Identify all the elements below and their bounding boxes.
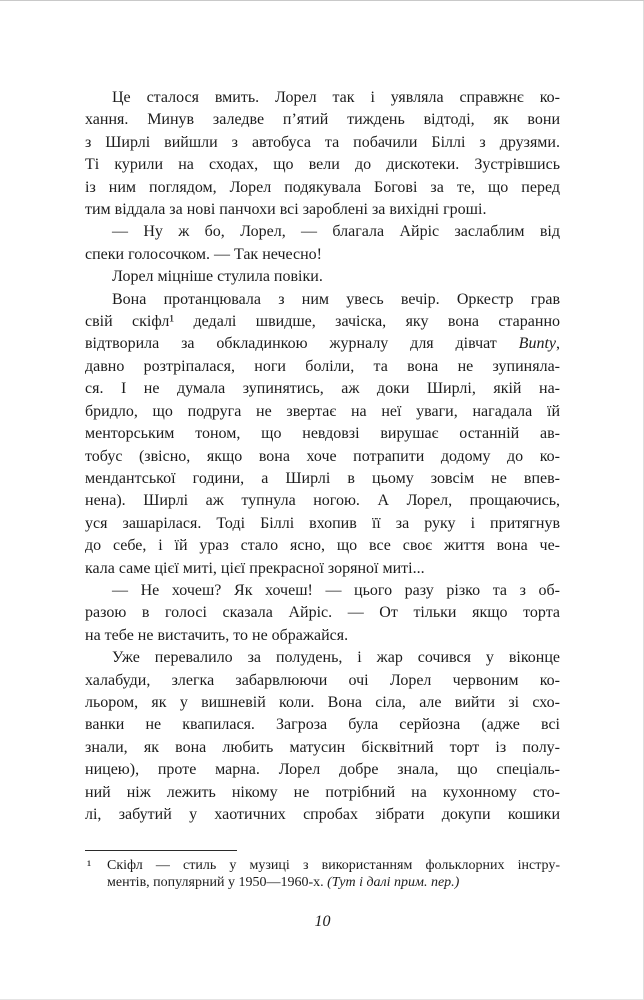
- text-line: тим віддала за нові панчохи всі зароблені за вихідні гроші.: [85, 201, 487, 219]
- text-line: менторським тоном, що невдовзі вирушає останній ав-: [85, 425, 560, 443]
- text-run: відтворила за обкладинкою журналу для дівчат: [85, 335, 519, 353]
- text-line: кала саме цієї миті, цієї прекрасної зоряної миті...: [85, 559, 425, 577]
- text-line: разою в голосі сказала Айріс. — От тільки якщо торта: [85, 604, 560, 622]
- text-line: льором, як у вишневій коли. Вона сіла, але вийти зі схо-: [85, 693, 560, 711]
- text-line: Ті курили на сходах, що вели до дискотеки. Зустрівшись: [85, 156, 560, 174]
- footnote-text: ментів, популярний у 1950—1960-х.: [107, 874, 328, 890]
- text-line: Це сталося вмить. Лорел так і уявляла справжнє ко-: [112, 89, 560, 106]
- footnote-line: [107, 875, 560, 892]
- text-line: з Ширлі вийшли з автобуса та побачили Біллі з друзями.: [85, 133, 560, 151]
- text-line: хання. Минув заледве п’ятий тиждень відтоді, як вони: [85, 111, 560, 129]
- footnote-line: Скіфл — стиль у музиці з використанням фольклорних інстру-: [107, 858, 560, 873]
- paragraph-5-dialogue: [85, 580, 560, 647]
- magazine-title-italic: Bunty: [518, 335, 556, 353]
- text-line: нена). Ширлі аж тупнула ногою. А Лорел, прощаючись,: [85, 492, 560, 510]
- footnote-rule: [85, 850, 237, 851]
- page-body-text: [85, 87, 560, 826]
- text-line: бридло, що подруга не звертає на неї уваги, нагадала їй: [85, 402, 560, 420]
- text-line: до себе, і їй ураз стало ясно, що все своє життя вона че-: [85, 537, 560, 555]
- text-line: ванки не квапилася. Загроза була серйозна (адже всі: [85, 716, 560, 734]
- text-line: свій скіфл¹ дедалі швидше, зачіска, яку вона старанно: [85, 313, 560, 331]
- paragraph-1: [85, 87, 560, 221]
- text-line: уся зашарілася. Тоді Біллі вхопив її за руку і притягнув: [85, 514, 560, 532]
- text-run: ,: [556, 335, 560, 353]
- text-line: ницею), проте марна. Лорел добре знала, що спеціаль-: [85, 761, 560, 779]
- text-line: Лорел міцніше стулила повіки.: [112, 268, 323, 286]
- text-line: ся. І не думала зупинятись, аж доки Ширлі, якій на-: [85, 380, 560, 398]
- text-line: Уже перевалило за полудень, і жар сочився у віконце: [112, 649, 560, 667]
- footnote-area: [85, 850, 560, 891]
- footnote: [85, 858, 560, 891]
- text-line: — Не хочеш? Як хочеш! — цього разу різко та з об-: [112, 581, 560, 599]
- text-line: ний ніж лежить нікому не потрібний на кухонному сто-: [85, 783, 560, 801]
- translator-note-italic: (Тут і далі прим. пер.): [327, 874, 460, 890]
- text-line: із ним поглядом, Лорел подякувала Богові за те, що перед: [85, 178, 560, 196]
- text-line: мендантської години, а Ширлі в цьому зовсім не впев-: [85, 469, 560, 487]
- paragraph-4: [85, 289, 560, 580]
- text-line: давно розтріпалася, ноги боліли, та вона не зупиняла-: [85, 357, 560, 375]
- text-line: на тебе не вистачить, то не ображайся.: [85, 626, 349, 644]
- text-line: лі, забутий у хаотичних спробах зібрати докупи кошики: [85, 806, 560, 823]
- paragraph-2-dialogue: [85, 221, 560, 266]
- text-line: Вона протанцювала з ним увесь вечір. Оркестр грав: [112, 290, 560, 308]
- paragraph-6: [85, 647, 560, 826]
- text-line: спеки голосочком. — Так нечесно!: [85, 245, 323, 263]
- text-line-with-italic: [85, 333, 560, 355]
- paragraph-3: [85, 266, 560, 288]
- footnote-marker: ¹: [87, 859, 92, 874]
- page-number: 10: [314, 913, 331, 930]
- text-line: знали, як вона любить матусин бісквітний торт із полу-: [85, 738, 560, 756]
- text-line: тобус (звісно, якщо вона хоче потрапити додому до ко-: [85, 447, 560, 465]
- text-line: халабуди, злегка забарвлюючи очі Лорел червоним ко-: [85, 671, 560, 689]
- text-line: — Ну ж бо, Лорел, — благала Айріс заслаблим від: [112, 223, 560, 241]
